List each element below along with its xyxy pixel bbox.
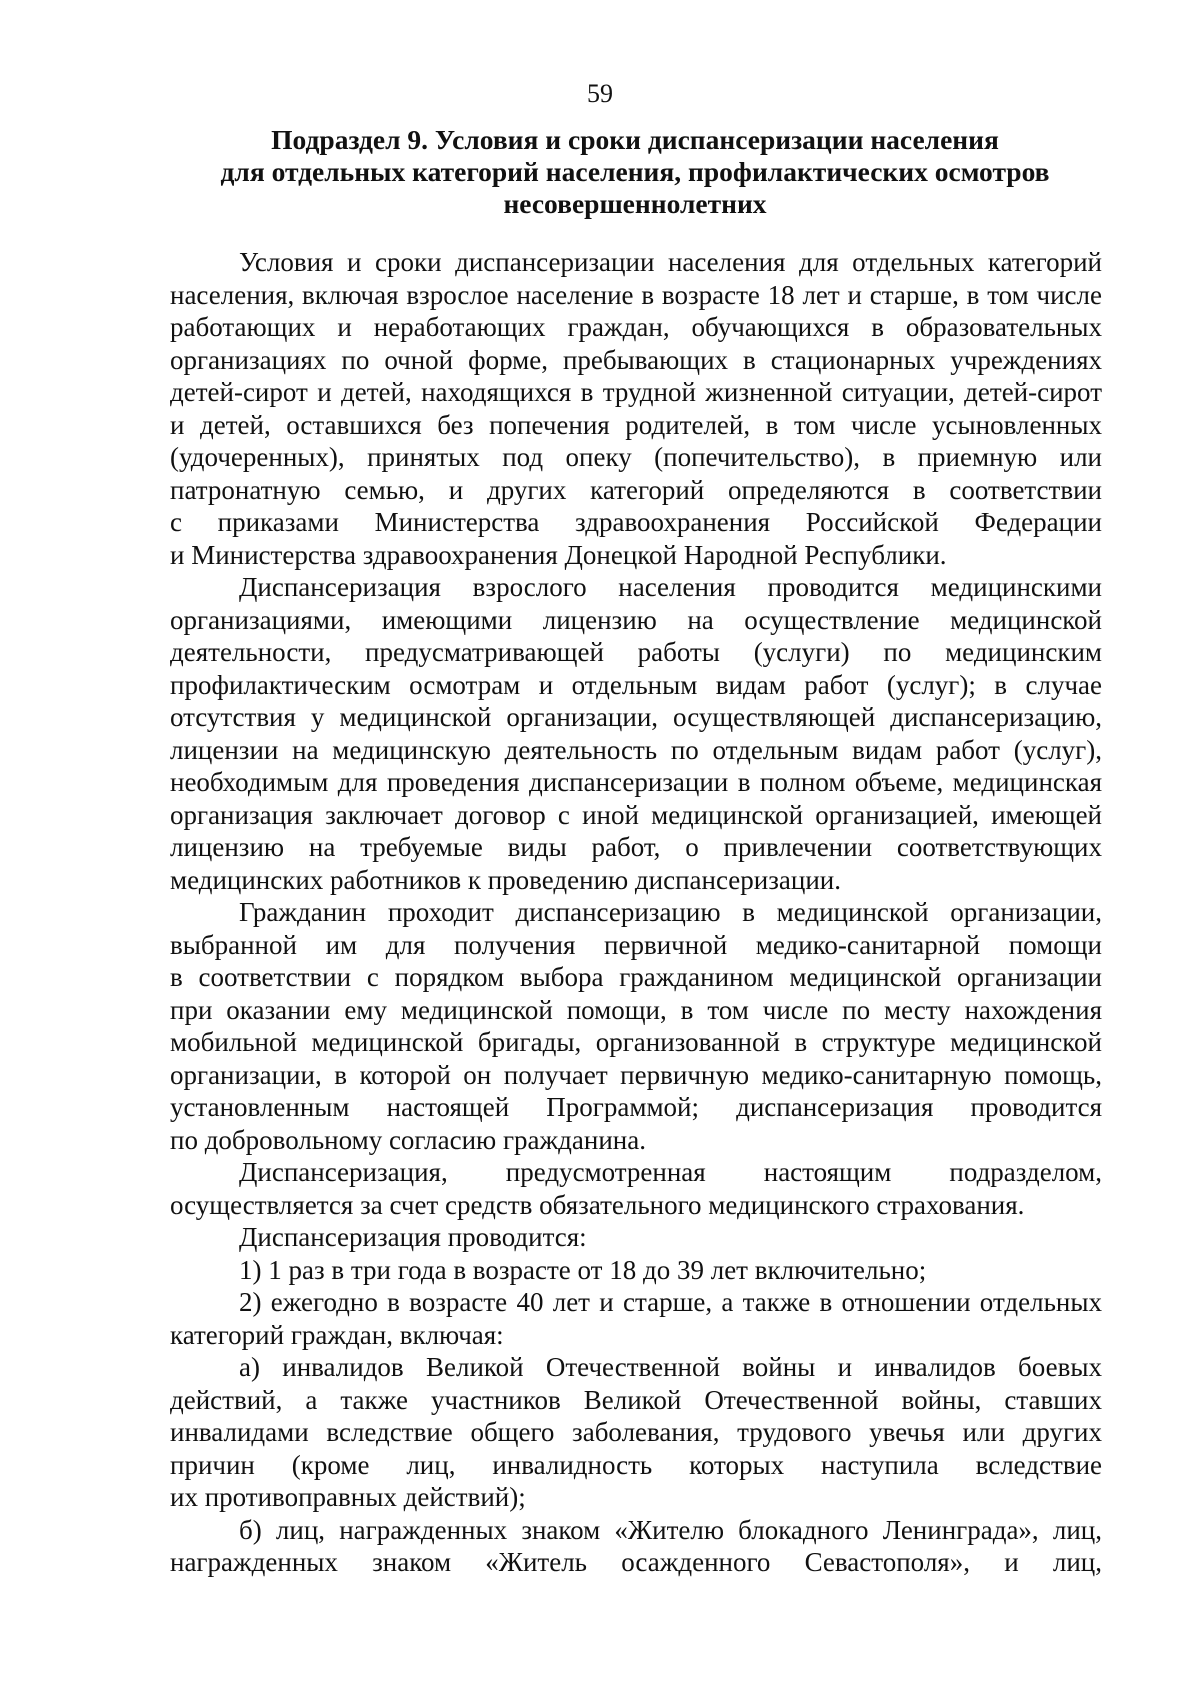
paragraph-line: выбранной им для получения первичной медико-санитарной помощи [170, 929, 1102, 960]
paragraph [170, 246, 1102, 571]
paragraph-line: работающих и неработающих граждан, обучающихся в образовательных [170, 312, 1102, 342]
section-heading-line: для отдельных категорий населения, профилактических осмотров [220, 156, 1050, 187]
paragraph [170, 571, 1102, 896]
paragraph-line: 2) ежегодно в возрасте 40 лет и старше, а также в отношении отдельных [239, 1287, 1102, 1317]
paragraph-line: организациях по очной форме, пребывающих в стационарных учреждениях [170, 344, 1102, 375]
paragraph-line: в соответствии с порядком выбора гражданином медицинской организации [170, 962, 1102, 992]
paragraph [170, 1221, 1102, 1254]
paragraph-line: Диспансеризация, предусмотренная настоящим подразделом, [239, 1157, 1102, 1187]
paragraph [170, 1254, 1102, 1287]
paragraph-line: деятельности, предусматривающей работы (услуги) по медицинским [170, 637, 1102, 667]
section-heading-line: несовершеннолетних [503, 188, 767, 219]
paragraph [170, 896, 1102, 1156]
paragraph-line: по добровольному согласию гражданина. [170, 1124, 646, 1155]
paragraph-line: награжденных знаком «Житель осажденного Севастополя», и лиц, [170, 1547, 1102, 1577]
paragraph-line: категорий граждан, включая: [170, 1319, 504, 1350]
paragraph-line: с приказами Министерства здравоохранения Российской Федерации [170, 507, 1102, 537]
paragraph-line: действий, а также участников Великой Отечественной войны, ставших [170, 1384, 1102, 1415]
section-heading [170, 124, 1100, 220]
paragraph-line: мобильной медицинской бригады, организованной в структуре медицинской [170, 1027, 1102, 1057]
paragraph-line: Условия и сроки диспансеризации населения для отдельных категорий [239, 247, 1102, 277]
page-number: 59 [587, 79, 613, 108]
paragraph-line: (удочеренных), принятых под опеку (попечительство), в приемную или [170, 442, 1102, 472]
paragraph [170, 1514, 1102, 1579]
paragraph-line: лицензии на медицинскую деятельность по отдельным видам работ (услуг), [170, 734, 1102, 765]
section-heading-line: Подраздел 9. Условия и сроки диспансеризации населения [271, 124, 999, 155]
paragraph-line: инвалидами вследствие общего заболевания, трудового увечья или других [170, 1417, 1102, 1447]
paragraph [170, 1156, 1102, 1221]
paragraph-line: отсутствия у медицинской организации, осуществляющей диспансеризацию, [170, 702, 1102, 732]
paragraph-line: при оказании ему медицинской помощи, в том числе по месту нахождения [170, 994, 1102, 1025]
paragraph-line: организация заключает договор с иной медицинской организацией, имеющей [170, 799, 1102, 830]
paragraph-line: осуществляется за счет средств обязательного медицинского страхования. [170, 1189, 1025, 1220]
paragraph-line: а) инвалидов Великой Отечественной войны и инвалидов боевых [239, 1352, 1102, 1382]
paragraph [170, 1286, 1102, 1351]
paragraph-line: причин (кроме лиц, инвалидность которых наступила вследствие [170, 1449, 1102, 1480]
paragraph-line: медицинских работников к проведению диспансеризации. [170, 864, 841, 895]
paragraph-line: необходимым для проведения диспансеризации в полном объеме, медицинская [170, 767, 1102, 797]
paragraph-line: Гражданин проходит диспансеризацию в медицинской организации, [239, 897, 1102, 927]
paragraph-line: лицензию на требуемые виды работ, о привлечении соответствующих [170, 832, 1102, 862]
paragraph-line: организации, в которой он получает первичную медико-санитарную помощь, [170, 1059, 1102, 1090]
paragraph-line: и Министерства здравоохранения Донецкой Народной Республики. [170, 539, 947, 570]
paragraph-line: и детей, оставшихся без попечения родителей, в том числе усыновленных [170, 409, 1102, 440]
paragraph-line: б) лиц, награжденных знаком «Жителю блокадного Ленинграда», лиц, [239, 1514, 1102, 1545]
paragraph-line: Диспансеризация проводится: [239, 1222, 587, 1252]
paragraph-line: установленным настоящей Программой; диспансеризация проводится [170, 1092, 1102, 1122]
body-text [170, 246, 1102, 1579]
paragraph-line: профилактическим осмотрам и отдельным видам работ (услуг); в случае [170, 669, 1102, 700]
paragraph-line: детей-сирот и детей, находящихся в трудной жизненной ситуации, детей-сирот [170, 377, 1102, 407]
paragraph-line: населения, включая взрослое население в возрасте 18 лет и старше, в том числе [170, 279, 1102, 310]
paragraph-line: 1) 1 раз в три года в возрасте от 18 до 39 лет включительно; [239, 1254, 927, 1285]
paragraph-line: патронатную семью, и других категорий определяются в соответствии [170, 474, 1102, 505]
paragraph-line: Диспансеризация взрослого населения проводится медицинскими [239, 572, 1102, 602]
paragraph [170, 1351, 1102, 1514]
paragraph-line: организациями, имеющими лицензию на осуществление медицинской [170, 604, 1102, 635]
paragraph-line: их противоправных действий); [170, 1482, 526, 1512]
